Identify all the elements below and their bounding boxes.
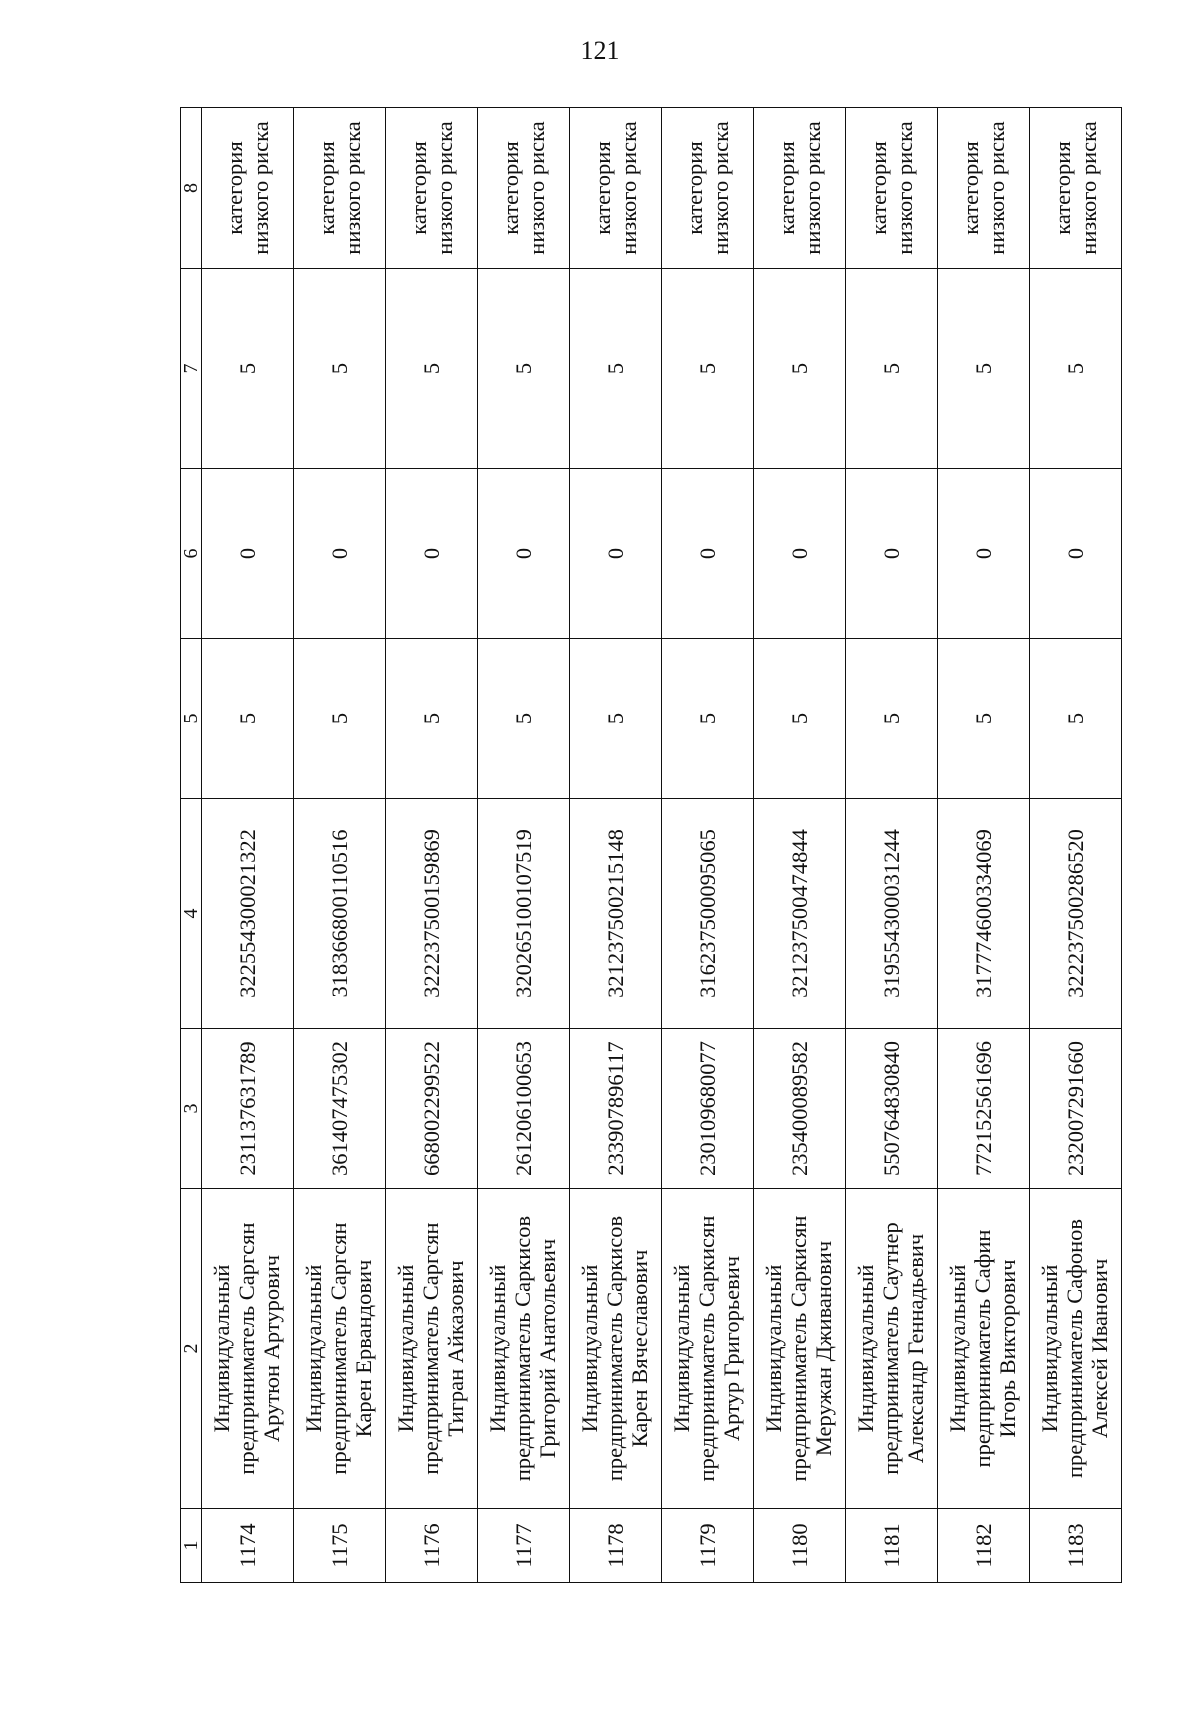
entrepreneur-name-line: предприниматель Саргсян — [234, 1222, 260, 1475]
entrepreneur-name-line: Тигран Айказович — [442, 1260, 468, 1437]
column-6-cell: 0 — [754, 469, 846, 639]
ogrnip-cell: 322554300021322 — [202, 799, 294, 1029]
column-5-cell: 5 — [202, 639, 294, 799]
table-row — [846, 108, 938, 1583]
column-header-3: 3 — [181, 1029, 202, 1189]
risk-category-cell — [294, 108, 386, 269]
risk-category-cell — [570, 108, 662, 269]
risk-category-line: низкого риска — [615, 121, 641, 255]
column-6-cell: 0 — [938, 469, 1030, 639]
column-7-cell: 5 — [294, 269, 386, 469]
inn-cell: 550764830840 — [846, 1029, 938, 1189]
column-header-4: 4 — [181, 799, 202, 1029]
inn-cell: 230109680077 — [662, 1029, 754, 1189]
entrepreneur-name-cell — [662, 1189, 754, 1509]
column-6-cell: 0 — [662, 469, 754, 639]
risk-category-line: категория — [865, 141, 891, 235]
page-number: 121 — [580, 36, 620, 65]
entrepreneur-name-cell — [754, 1189, 846, 1509]
column-7-cell: 5 — [386, 269, 478, 469]
table-row — [478, 108, 570, 1583]
row-number-cell: 1177 — [478, 1509, 570, 1583]
inn-cell: 231137631789 — [202, 1029, 294, 1189]
column-7-cell: 5 — [846, 269, 938, 469]
column-5-cell: 5 — [294, 639, 386, 799]
risk-category-cell — [846, 108, 938, 269]
column-7-cell: 5 — [202, 269, 294, 469]
column-5-cell: 5 — [846, 639, 938, 799]
entrepreneur-name-cell — [202, 1189, 294, 1509]
inn-cell: 261206100653 — [478, 1029, 570, 1189]
entrepreneur-name-line: Арутюн Артурович — [258, 1254, 284, 1443]
risk-category-cell — [478, 108, 570, 269]
column-6-cell: 0 — [570, 469, 662, 639]
ogrnip-cell: 322237500286520 — [1030, 799, 1122, 1029]
entrepreneur-name-line: предприниматель Сафин — [970, 1229, 996, 1468]
column-header-2: 2 — [181, 1189, 202, 1509]
row-number-cell: 1181 — [846, 1509, 938, 1583]
risk-category-cell — [662, 108, 754, 269]
entrepreneur-name-cell — [846, 1189, 938, 1509]
risk-category-cell — [938, 108, 1030, 269]
risk-category-line: низкого риска — [339, 121, 365, 255]
column-5-cell: 5 — [1030, 639, 1122, 799]
row-number-cell: 1180 — [754, 1509, 846, 1583]
inn-cell: 772152561696 — [938, 1029, 1030, 1189]
column-header-5: 5 — [181, 639, 202, 799]
column-7-cell: 5 — [754, 269, 846, 469]
entrepreneur-name-line: Индивидуальный — [485, 1264, 511, 1433]
entrepreneur-name-line: Алексей Иванович — [1086, 1258, 1112, 1439]
row-number-cell: 1182 — [938, 1509, 1030, 1583]
entrepreneur-name-cell — [294, 1189, 386, 1509]
entrepreneur-name-line: Карен Вячеславович — [626, 1249, 652, 1448]
table-row — [294, 108, 386, 1583]
entrepreneur-name-line: предприниматель Саркисян — [786, 1215, 812, 1482]
column-6-cell: 0 — [386, 469, 478, 639]
column-6-cell: 0 — [478, 469, 570, 639]
entrepreneur-name-cell — [1030, 1189, 1122, 1509]
entrepreneur-name-line: Игорь Викторович — [994, 1259, 1020, 1438]
risk-category-cell — [754, 108, 846, 269]
row-number-cell: 1175 — [294, 1509, 386, 1583]
entrepreneur-name-cell — [938, 1189, 1030, 1509]
entrepreneur-name-cell — [570, 1189, 662, 1509]
entrepreneur-name-line: предприниматель Сафонов — [1062, 1219, 1088, 1479]
risk-category-line: низкого риска — [247, 121, 273, 255]
rotated-table-frame — [180, 108, 1122, 1583]
column-7-cell: 5 — [662, 269, 754, 469]
risk-category-line: низкого риска — [523, 121, 549, 255]
entrepreneur-name-line: Индивидуальный — [1037, 1264, 1063, 1433]
registry-table — [180, 107, 1122, 1583]
header-row — [181, 108, 202, 1583]
ogrnip-cell: 318366800110516 — [294, 799, 386, 1029]
risk-category-cell — [1030, 108, 1122, 269]
entrepreneur-name-line: Индивидуальный — [577, 1264, 603, 1433]
risk-category-line: категория — [589, 141, 615, 235]
entrepreneur-name-line: предприниматель Саркисов — [602, 1215, 628, 1482]
entrepreneur-name-line: предприниматель Саркисов — [510, 1215, 536, 1482]
table-row — [754, 108, 846, 1583]
column-5-cell: 5 — [478, 639, 570, 799]
entrepreneur-name-line: Артур Григорьевич — [718, 1255, 744, 1442]
entrepreneur-name-line: Индивидуальный — [945, 1264, 971, 1433]
risk-category-line: категория — [957, 141, 983, 235]
entrepreneur-name-line: Александр Геннадьевич — [902, 1233, 928, 1464]
column-5-cell: 5 — [754, 639, 846, 799]
entrepreneur-name-line: Индивидуальный — [761, 1264, 787, 1433]
column-6-cell: 0 — [294, 469, 386, 639]
table-row — [386, 108, 478, 1583]
ogrnip-cell: 321237500474844 — [754, 799, 846, 1029]
column-5-cell: 5 — [662, 639, 754, 799]
risk-category-line: категория — [405, 141, 431, 235]
risk-category-line: низкого риска — [799, 121, 825, 255]
row-number-cell: 1176 — [386, 1509, 478, 1583]
risk-category-line: категория — [497, 141, 523, 235]
entrepreneur-name-line: предприниматель Саргсян — [418, 1222, 444, 1475]
table-row — [938, 108, 1030, 1583]
risk-category-line: категория — [773, 141, 799, 235]
entrepreneur-name-line: Индивидуальный — [669, 1264, 695, 1433]
risk-category-line: низкого риска — [983, 121, 1009, 255]
column-5-cell: 5 — [938, 639, 1030, 799]
risk-category-line: категория — [313, 141, 339, 235]
ogrnip-cell: 319554300031244 — [846, 799, 938, 1029]
entrepreneur-name-line: Индивидуальный — [301, 1264, 327, 1433]
entrepreneur-name-cell — [386, 1189, 478, 1509]
column-7-cell: 5 — [938, 269, 1030, 469]
ogrnip-cell: 322237500159869 — [386, 799, 478, 1029]
entrepreneur-name-cell — [478, 1189, 570, 1509]
risk-category-line: категория — [221, 141, 247, 235]
risk-category-line: низкого риска — [891, 121, 917, 255]
ogrnip-cell: 317774600334069 — [938, 799, 1030, 1029]
row-number-cell: 1174 — [202, 1509, 294, 1583]
column-7-cell: 5 — [478, 269, 570, 469]
risk-category-line: категория — [681, 141, 707, 235]
table-row — [202, 108, 294, 1583]
risk-category-line: низкого риска — [1075, 121, 1101, 255]
column-header-8: 8 — [181, 108, 202, 269]
table-row — [662, 108, 754, 1583]
table-row — [1030, 108, 1122, 1583]
column-5-cell: 5 — [570, 639, 662, 799]
table-row — [570, 108, 662, 1583]
ogrnip-cell: 316237500095065 — [662, 799, 754, 1029]
risk-category-line: низкого риска — [431, 121, 457, 255]
entrepreneur-name-line: предприниматель Саргсян — [326, 1222, 352, 1475]
row-number-cell: 1178 — [570, 1509, 662, 1583]
inn-cell: 361407475302 — [294, 1029, 386, 1189]
registry-table-container — [180, 108, 1122, 1583]
column-6-cell: 0 — [846, 469, 938, 639]
column-header-1: 1 — [181, 1509, 202, 1583]
table-body — [202, 108, 1122, 1583]
entrepreneur-name-line: Меружан Дживанович — [810, 1240, 836, 1457]
risk-category-cell — [202, 108, 294, 269]
entrepreneur-name-line: Индивидуальный — [853, 1264, 879, 1433]
column-5-cell: 5 — [386, 639, 478, 799]
ogrnip-cell: 321237500215148 — [570, 799, 662, 1029]
ogrnip-cell: 320265100107519 — [478, 799, 570, 1029]
entrepreneur-name-line: Индивидуальный — [209, 1264, 235, 1433]
column-7-cell: 5 — [570, 269, 662, 469]
column-header-7: 7 — [181, 269, 202, 469]
entrepreneur-name-line: предприниматель Саутнер — [878, 1222, 904, 1475]
column-6-cell: 0 — [1030, 469, 1122, 639]
inn-cell: 668002299522 — [386, 1029, 478, 1189]
inn-cell: 232007291660 — [1030, 1029, 1122, 1189]
inn-cell: 233907896117 — [570, 1029, 662, 1189]
column-7-cell: 5 — [1030, 269, 1122, 469]
risk-category-cell — [386, 108, 478, 269]
entrepreneur-name-line: Карен Ервандович — [350, 1259, 376, 1438]
row-number-cell: 1179 — [662, 1509, 754, 1583]
risk-category-line: низкого риска — [707, 121, 733, 255]
column-6-cell: 0 — [202, 469, 294, 639]
entrepreneur-name-line: предприниматель Саркисян — [694, 1215, 720, 1482]
risk-category-line: категория — [1049, 141, 1075, 235]
column-header-6: 6 — [181, 469, 202, 639]
entrepreneur-name-line: Индивидуальный — [393, 1264, 419, 1433]
entrepreneur-name-line: Григорий Анатольевич — [534, 1238, 560, 1459]
row-number-cell: 1183 — [1030, 1509, 1122, 1583]
inn-cell: 235400089582 — [754, 1029, 846, 1189]
